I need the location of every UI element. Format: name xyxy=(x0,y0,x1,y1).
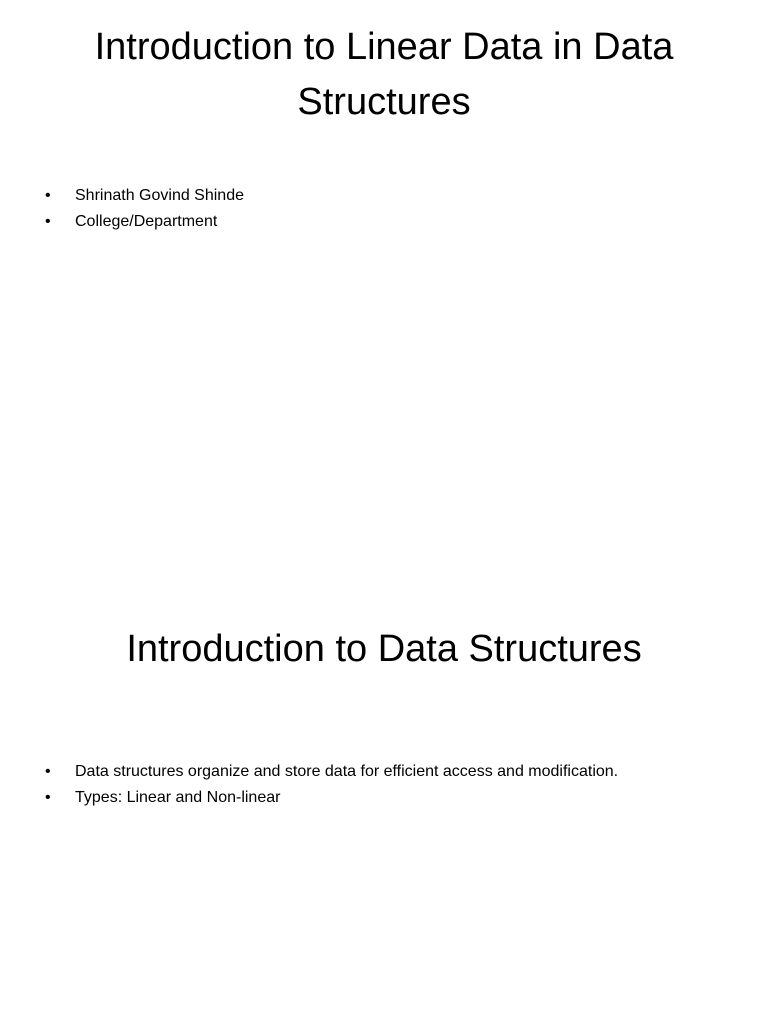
bullet-text: Shrinath Govind Shinde xyxy=(75,187,244,204)
bullet-list xyxy=(45,759,618,811)
bullet-icon: • xyxy=(45,763,51,780)
bullet-icon: • xyxy=(45,187,51,204)
bullet-text: College/Department xyxy=(75,213,218,230)
slide-title: Introduction to Data Structures xyxy=(126,628,642,670)
list-item xyxy=(45,785,618,811)
bullet-icon: • xyxy=(45,789,51,806)
bullet-icon: • xyxy=(45,213,51,230)
list-item xyxy=(45,183,244,209)
slide-intro-data-structures xyxy=(0,576,768,1024)
list-item xyxy=(45,209,244,235)
list-item xyxy=(45,759,618,785)
slide-title: Introduction to Linear Data in Data Structures xyxy=(94,26,674,123)
bullet-list xyxy=(45,183,244,235)
bullet-text: Data structures organize and store data for efficient access and modification. xyxy=(75,763,619,780)
bullet-text: Types: Linear and Non-linear xyxy=(75,789,281,806)
